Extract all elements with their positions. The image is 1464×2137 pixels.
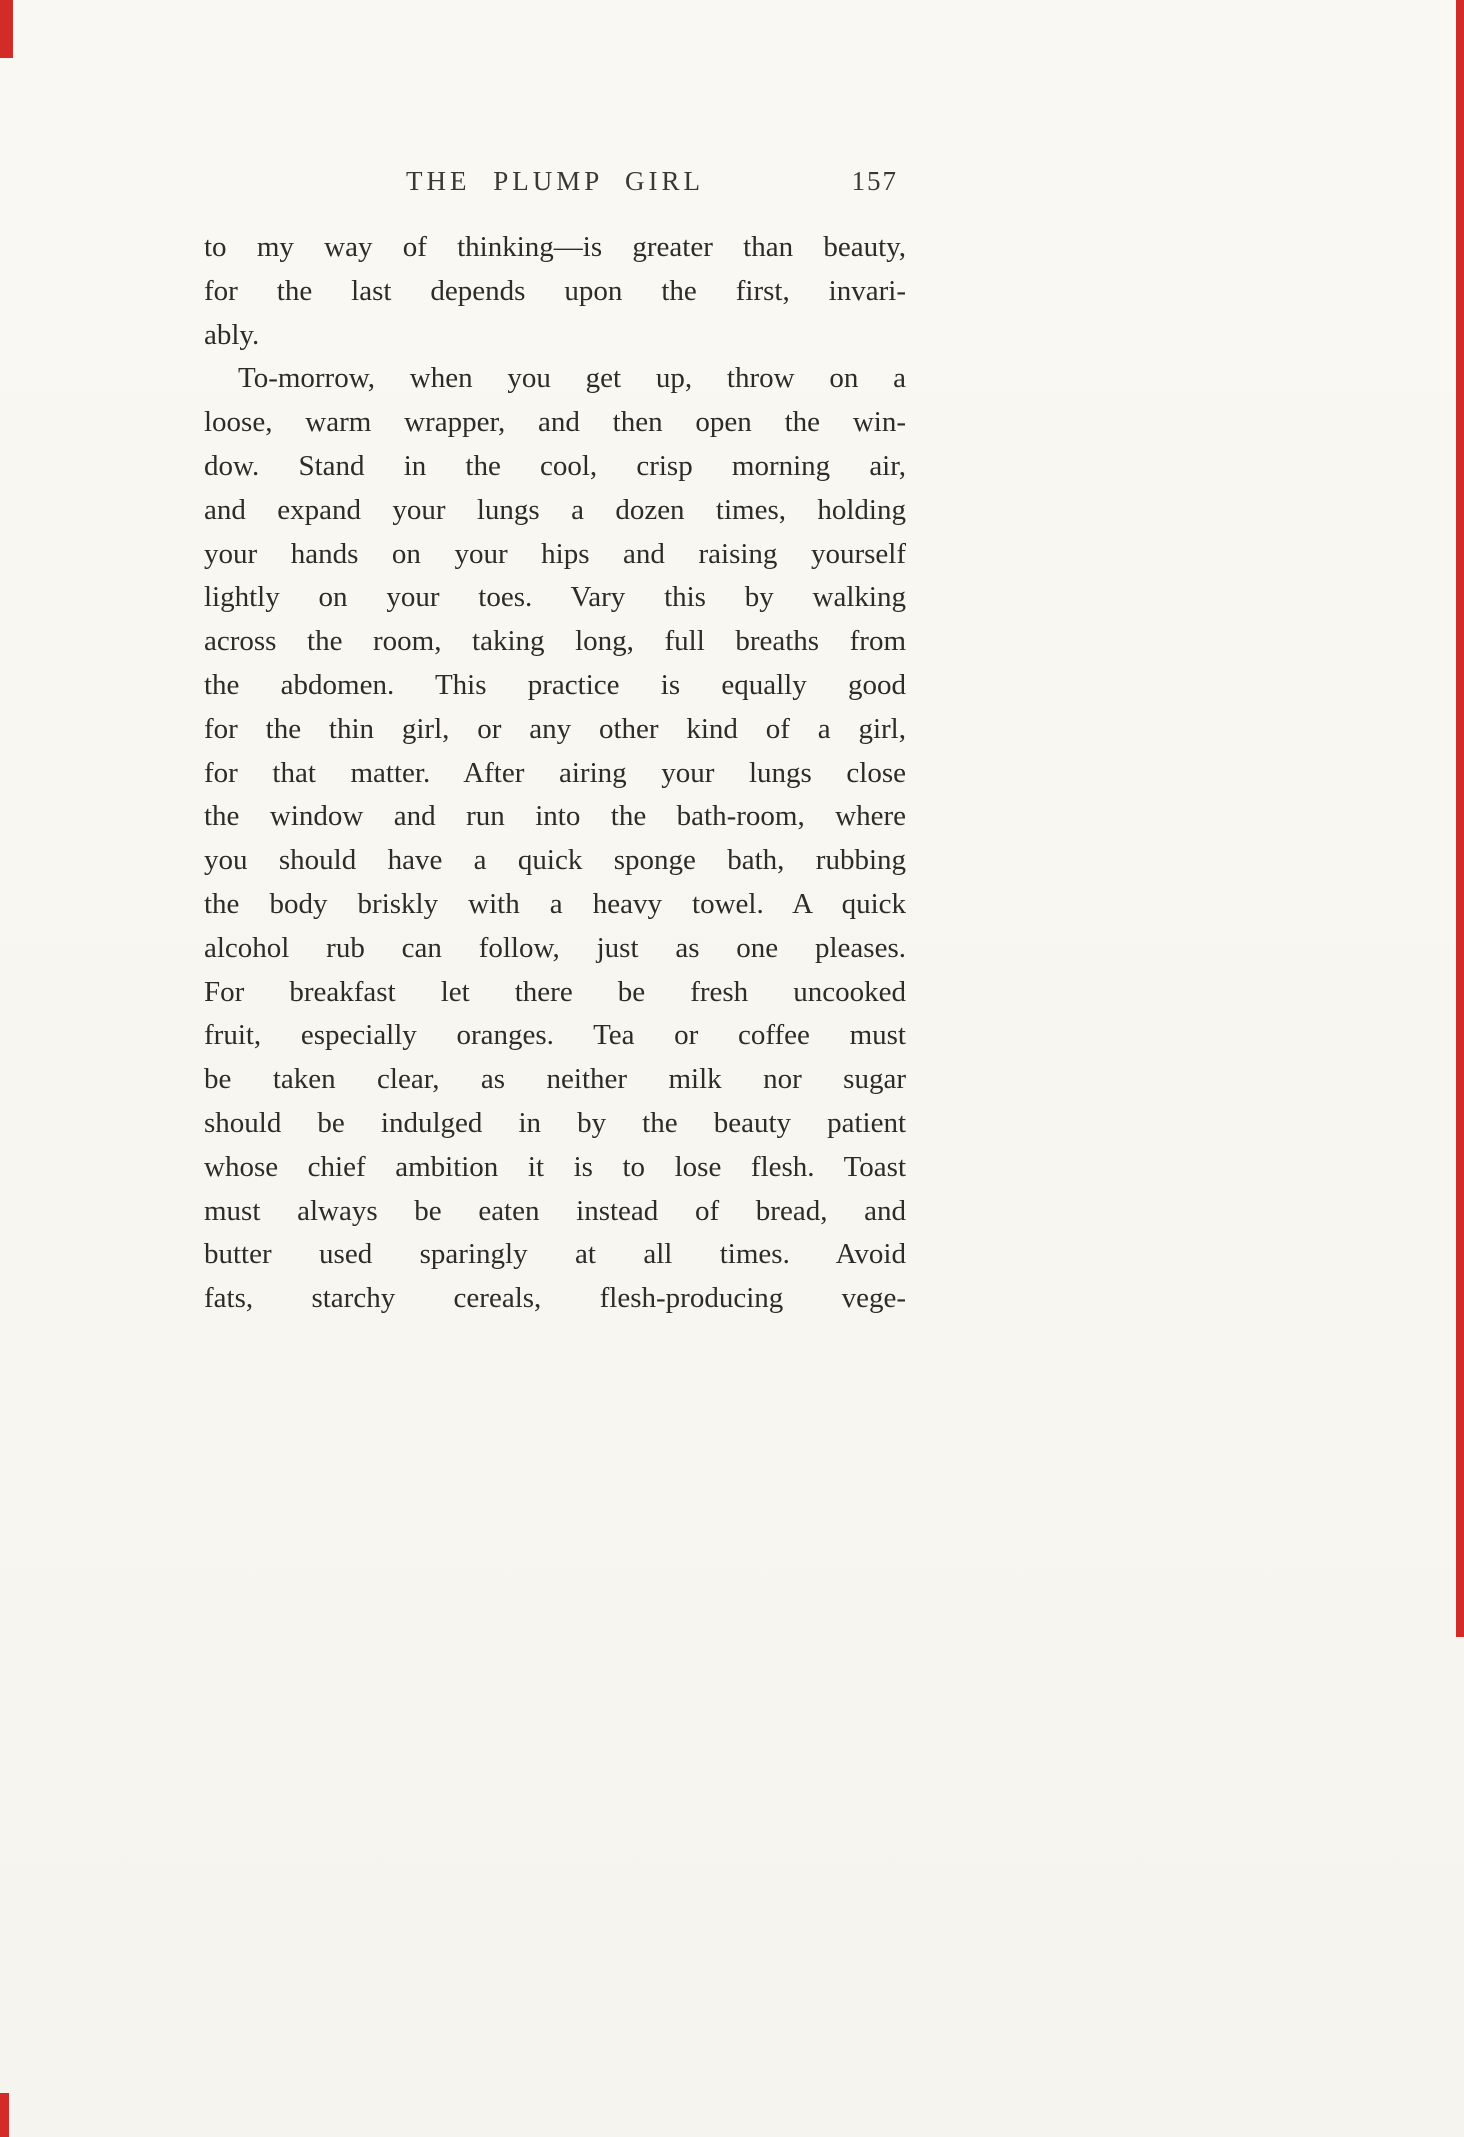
text-line: the abdomen. This practice is equally good bbox=[204, 668, 906, 701]
text-line: alcohol rub can follow, just as one pleases. bbox=[204, 931, 906, 964]
text-line: To-morrow, when you get up, throw on a bbox=[238, 362, 906, 395]
text-line: the body briskly with a heavy towel. A quick bbox=[204, 887, 906, 920]
text-line: fruit, especially oranges. Tea or coffee must bbox=[204, 1019, 906, 1052]
page-header bbox=[204, 166, 906, 202]
text-line: to my way of thinking—is greater than beauty, bbox=[204, 231, 906, 263]
text-line: for the last depends upon the first, invari- bbox=[204, 274, 906, 307]
scan-edge-artifact-right bbox=[1456, 0, 1464, 1637]
text-line: and expand your lungs a dozen times, holding bbox=[204, 493, 906, 526]
text-line: For breakfast let there be fresh uncooked bbox=[204, 975, 906, 1008]
scan-edge-artifact-bottom-left bbox=[0, 2093, 9, 2137]
text-line: loose, warm wrapper, and then open the win- bbox=[204, 406, 906, 439]
text-line: must always be eaten instead of bread, and bbox=[204, 1194, 906, 1227]
text-line: be taken clear, as neither milk nor sugar bbox=[204, 1063, 906, 1096]
page-number: 157 bbox=[851, 166, 898, 196]
text-line: your hands on your hips and raising yourself bbox=[204, 537, 906, 570]
text-line: whose chief ambition it is to lose flesh. Toast bbox=[204, 1150, 906, 1183]
text-line: should be indulged in by the beauty patient bbox=[204, 1106, 906, 1139]
text-line: lightly on your toes. Vary this by walking bbox=[204, 581, 906, 614]
scan-edge-artifact-top-left bbox=[0, 0, 13, 58]
text-line: ably. bbox=[204, 318, 260, 351]
running-title: THE PLUMP GIRL bbox=[405, 166, 705, 196]
body-text bbox=[204, 226, 906, 1321]
text-line: for the thin girl, or any other kind of a girl, bbox=[204, 712, 906, 745]
text-line: fats, starchy cereals, flesh-producing vege- bbox=[204, 1282, 906, 1315]
text-line: across the room, taking long, full breaths from bbox=[204, 625, 906, 658]
text-line: for that matter. After airing your lungs close bbox=[204, 756, 906, 789]
text-line: butter used sparingly at all times. Avoid bbox=[204, 1238, 906, 1271]
text-line: dow. Stand in the cool, crisp morning air, bbox=[204, 449, 906, 482]
text-line: you should have a quick sponge bath, rubbing bbox=[204, 844, 906, 877]
text-line: the window and run into the bath-room, where bbox=[204, 800, 906, 833]
